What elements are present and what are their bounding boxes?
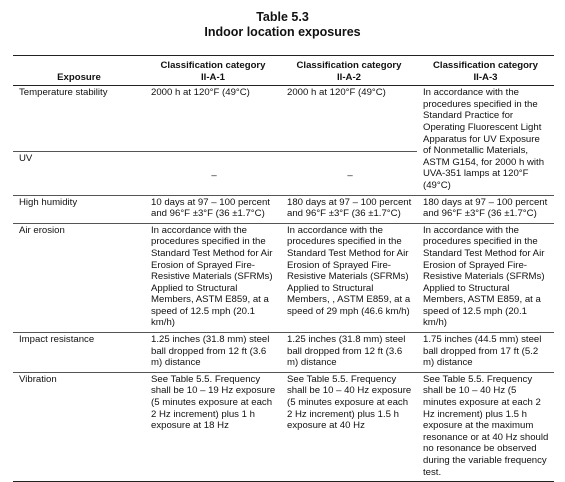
humidity-cat3: 180 days at 97 – 100 percent and 96°F ±3°F (36 ±1.7°C) [423,196,548,220]
humidity-cat1: 10 days at 97 – 100 percent and 96°F ±3°F (36 ±1.7°C) [151,196,270,220]
uv-cat1: – [211,169,217,181]
row-label-humidity: High humidity [19,196,78,208]
cat1-header-label: Classification category [160,60,266,71]
column-header-cat2 [281,56,417,86]
header-row [13,56,554,86]
table-caption [0,10,565,40]
cat2-header-code: II-A-2 [337,71,361,83]
impact-cat1: 1.25 inches (31.8 mm) steel ball dropped from 12 ft (3.6 m) distance [151,334,270,369]
column-header-exposure: Exposure [57,71,101,83]
air-erosion-cat3: In accordance with the procedures specified in the Standard Test Method for Air Erosion of Sprayed Fire-Resistive Materials (SFRMs) Applied to Structural Members, ASTM E859, at a speed of 12.5 mph (20.1 km/h) [423,224,545,329]
uv-cat2: – [347,169,353,181]
column-header-cat1 [145,56,281,86]
cat1-header-code: II-A-1 [201,71,225,83]
cat2-header-label: Classification category [296,60,402,71]
humidity-cat2: 180 days at 97 – 100 percent and 96°F ±3°F (36 ±1.7°C) [287,196,412,220]
table-row [13,372,554,481]
cat3-header-label: Classification category [432,60,539,71]
temperature-cat2: 2000 h at 120°F (49°C) [287,87,386,99]
table-row [13,195,554,223]
vibration-cat2: See Table 5.5. Frequency shall be 10 – 40 Hz exposure (5 minutes exposure at each 2 Hz increment) plus 1.5 h exposure at 40 Hz [287,373,412,432]
row-label-air-erosion: Air erosion [19,224,65,236]
temperature-uv-cat3: In accordance with the procedures specified in the Standard Practice for Operating Fluorescent Light Apparatus for UV Exposure of Nonmetallic Materials, ASTM G154, for 2000 h with UVA-351 lamps at 120°F (49°C) [423,87,545,191]
row-label-vibration: Vibration [19,373,57,385]
table-title: Indoor location exposures [204,25,361,39]
impact-cat3: 1.75 inches (44.5 mm) steel ball dropped from 17 ft (5.2 m) distance [423,334,542,369]
air-erosion-cat1: In accordance with the procedures specified in the Standard Test Method for Air Erosion of Sprayed Fire-Resistive Materials (SFRMs) Applied to Structural Members, ASTM E859, at a speed of 12.5 mph (20.1 km/h) [151,224,273,329]
column-header-cat3 [417,56,554,86]
vibration-cat3: See Table 5.5. Frequency shall be 10 – 40 Hz (5 minutes exposure at each 2 Hz increment) plus 1.5 h exposure at the maximum resonance or at 40 Hz should no resonance be observed during the variable frequency test. [423,373,549,478]
table-number: Table 5.3 [256,10,309,24]
row-label-impact: Impact resistance [19,334,95,346]
table-row [13,86,554,151]
impact-cat2: 1.25 inches (31.8 mm) steel ball dropped from 12 ft (3.6 m) distance [287,334,406,369]
cat3-header-code: II-A-3 [473,71,498,83]
row-label-temperature: Temperature stability [19,87,108,99]
indoor-exposures-table [13,55,554,482]
air-erosion-cat2: In accordance with the procedures specified in the Standard Test Method for Air Erosion of Sprayed Fire-Resistive Materials (SFRMs) Applied to Structural Members, , ASTM E859, at a speed of 29 mph (46.6 km/h) [287,224,411,317]
table-row [13,223,554,332]
row-label-uv: UV [19,152,33,164]
temperature-cat1: 2000 h at 120°F (49°C) [151,87,250,99]
vibration-cat1: See Table 5.5. Frequency shall be 10 – 19 Hz exposure (5 minutes exposure at each 2 Hz increment) plus 1 h exposure at 18 Hz [151,373,276,432]
table-row [13,333,554,373]
